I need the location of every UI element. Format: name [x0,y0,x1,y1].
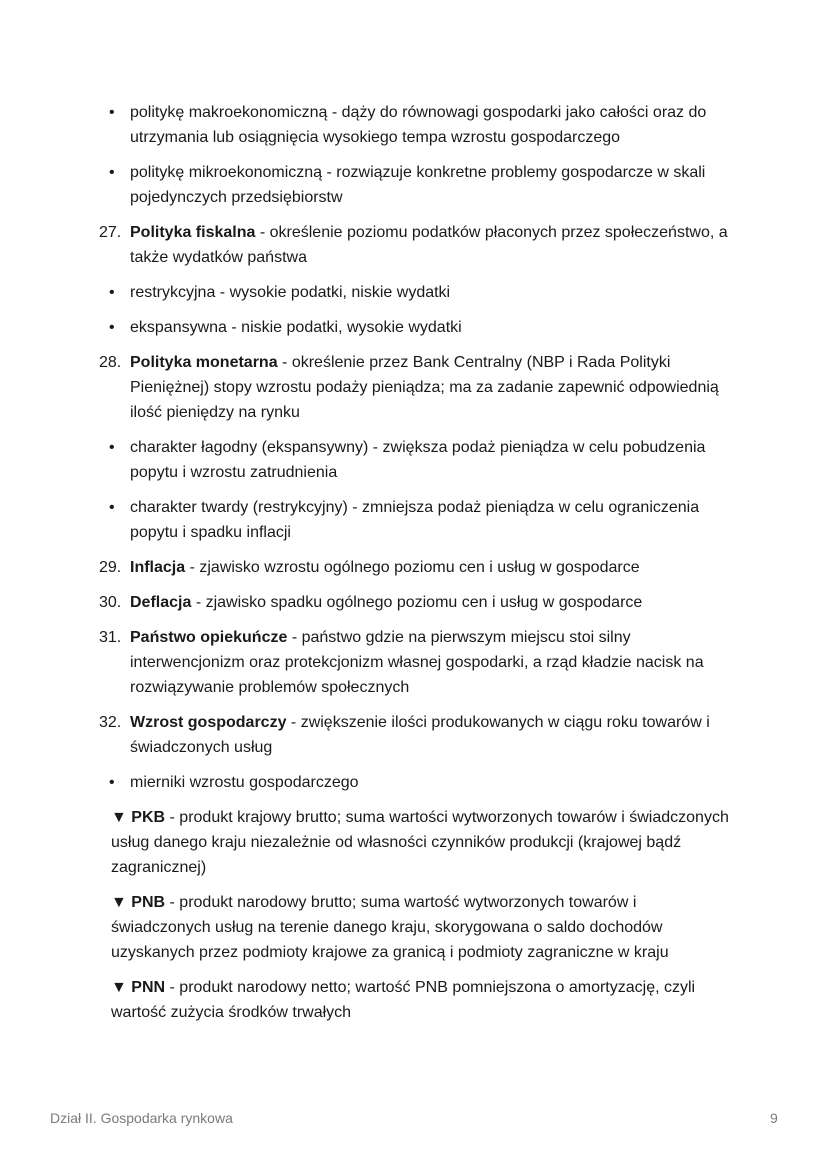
item-text: - określenie przez Bank Centralny (NBP i Rada Polityki Pieniężnej) stopy wzrostu podaży pieniądza; ma za zadanie zapewnić odpowiednią ilość pieniędzy na rynku [130,354,719,421]
item-text: - zwiększenie ilości produkowanych w ciągu roku towarów i świadczonych usług [130,714,710,756]
item-number: 27. [99,224,122,241]
item-text: - określenie poziomu podatków płaconych przez społeczeństwo, a także wydatków państwa [130,224,728,266]
item-number: 32. [99,714,122,731]
item-text: - zjawisko wzrostu ogólnego poziomu cen i usług w gospodarce [185,559,640,576]
item-text: - produkt narodowy brutto; suma wartość wytworzonych towarów i świadczonych usług na terenie danego kraju, skorygowana o saldo dochodów uzyskanych przez podmioty krajowe za granicą i podmioty zagraniczne w kraju [111,894,669,961]
item-text: charakter twardy (restrykcyjny) - zmniejsza podaż pieniądza w celu ograniczenia popytu i spadku inflacji [130,499,700,541]
item-number: 30. [99,594,122,611]
item-term: PNN [131,979,166,996]
bullet-marker: • [109,104,115,121]
bullet-marker: • [109,164,115,181]
list-item [99,435,739,485]
bullet-marker: • [109,499,115,516]
item-number: 31. [99,629,122,646]
item-term: PKB [131,809,166,826]
footer-section-title: Dział II. Gospodarka rynkowa [50,1110,233,1126]
sub-item [99,890,739,965]
sub-item [99,975,739,1025]
item-number: 28. [99,354,122,371]
numbered-item [99,350,739,425]
item-term: Wzrost gospodarczy [130,714,287,731]
bullet-marker: • [109,774,115,791]
item-number: 29. [99,559,122,576]
bullet-marker: • [109,319,115,336]
item-text: politykę makroekonomiczną - dąży do równowagi gospodarki jako całości oraz do utrzymania lub osiągnięcia wysokiego tempa wzrostu gospodarczego [130,104,707,146]
item-term: Polityka monetarna [130,354,278,371]
numbered-item [99,555,739,580]
triangle-icon: ▼ [111,809,127,826]
sub-item [99,805,739,880]
item-term: Polityka fiskalna [130,224,256,241]
item-text: mierniki wzrostu gospodarczego [130,774,359,791]
item-term: PNB [131,894,166,911]
item-term: Inflacja [130,559,186,576]
numbered-item [99,625,739,700]
item-term: Deflacja [130,594,192,611]
page-number: 9 [770,1110,778,1126]
numbered-item [99,590,739,615]
item-text: politykę mikroekonomiczną - rozwiązuje konkretne problemy gospodarcze w skali pojedynczych przedsiębiorstw [130,164,706,206]
item-term: Państwo opiekuńcze [130,629,288,646]
list-item [99,315,739,340]
numbered-item [99,220,739,270]
content-list [99,100,739,1035]
list-item [99,280,739,305]
item-text: restrykcyjna - wysokie podatki, niskie wydatki [130,284,451,301]
item-text: - państwo gdzie na pierwszym miejscu stoi silny interwencjonizm oraz protekcjonizm własnej gospodarki, a rząd kładzie nacisk na rozwiązywanie problemów społecznych [130,629,704,696]
list-item [99,160,739,210]
list-item [99,100,739,150]
item-text: - produkt narodowy netto; wartość PNB pomniejszona o amortyzację, czyli wartość zużycia środków trwałych [111,979,696,1021]
item-text: ekspansywna - niskie podatki, wysokie wydatki [130,319,462,336]
bullet-marker: • [109,284,115,301]
triangle-icon: ▼ [111,894,127,911]
item-text: charakter łagodny (ekspansywny) - zwiększa podaż pieniądza w celu pobudzenia popytu i wzrostu zatrudnienia [130,439,706,481]
item-text: - produkt krajowy brutto; suma wartości wytworzonych towarów i świadczonych usług danego kraju niezależnie od własności czynników produkcji (krajowej bądź zagranicznej) [111,809,729,876]
triangle-icon: ▼ [111,979,127,996]
numbered-item [99,710,739,760]
bullet-marker: • [109,439,115,456]
item-text: - zjawisko spadku ogólnego poziomu cen i usług w gospodarce [191,594,643,611]
list-item [99,770,739,795]
list-item [99,495,739,545]
